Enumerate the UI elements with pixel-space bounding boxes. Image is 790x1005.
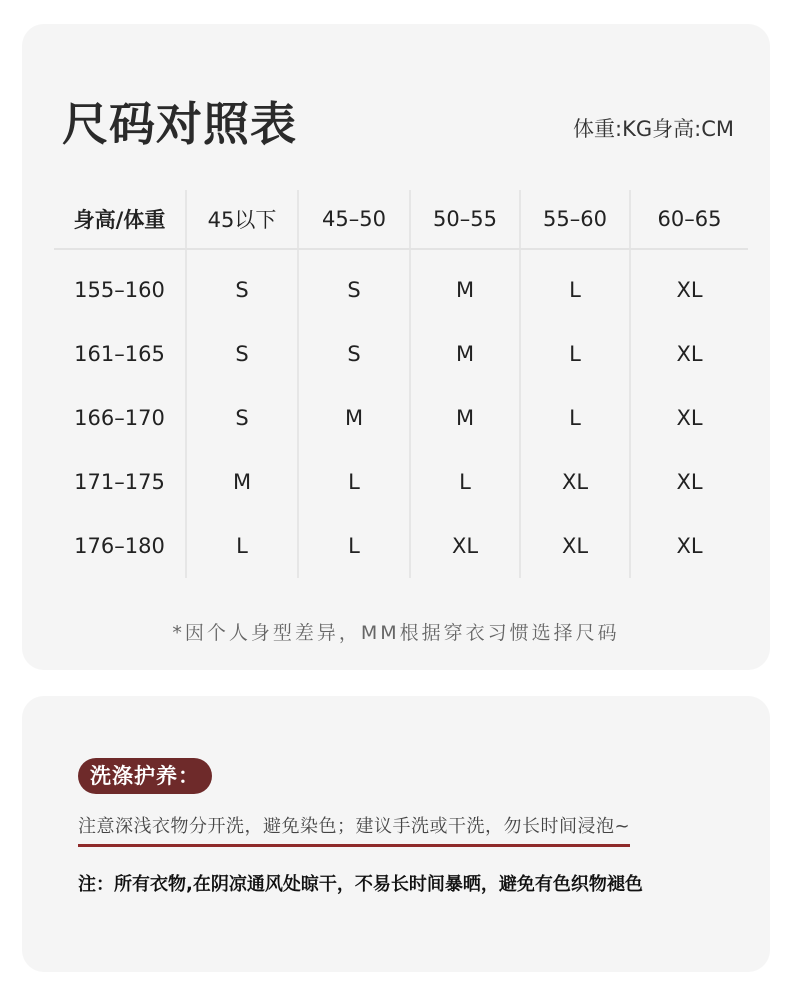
size-cell: M bbox=[410, 322, 520, 386]
header-cell: 60–65 bbox=[630, 190, 748, 249]
size-cell: L bbox=[298, 514, 410, 578]
height-cell: 171–175 bbox=[74, 470, 165, 494]
size-cell: S bbox=[186, 386, 298, 450]
height-cell: 166–170 bbox=[74, 406, 165, 430]
size-cell: M bbox=[410, 249, 520, 322]
size-cell: M bbox=[410, 386, 520, 450]
table-row bbox=[54, 322, 748, 386]
size-cell: L bbox=[520, 386, 630, 450]
height-cell: 176–180 bbox=[74, 534, 165, 558]
size-cell: S bbox=[186, 322, 298, 386]
table-row bbox=[54, 514, 748, 578]
size-cell: XL bbox=[520, 450, 630, 514]
header-cell: 45以下 bbox=[186, 190, 298, 249]
size-cell: L bbox=[520, 249, 630, 322]
size-cell: XL bbox=[630, 249, 748, 322]
size-cell: L bbox=[520, 322, 630, 386]
table-row bbox=[54, 450, 748, 514]
drying-note: 注：所有衣物,在阴凉通风处晾干，不易长时间暴晒，避免有色织物褪色 bbox=[78, 874, 643, 895]
units-label: 体重:KG身高:CM bbox=[573, 117, 734, 141]
table-row bbox=[54, 249, 748, 322]
page-title: 尺码对照表 bbox=[62, 97, 297, 151]
size-cell: S bbox=[186, 249, 298, 322]
size-cell: L bbox=[298, 450, 410, 514]
size-cell: S bbox=[298, 249, 410, 322]
header-cell: 45–50 bbox=[298, 190, 410, 249]
size-chart-card bbox=[22, 24, 770, 670]
size-cell: M bbox=[186, 450, 298, 514]
header-cell: 55–60 bbox=[520, 190, 630, 249]
header-cell: 身高/体重 bbox=[54, 190, 186, 249]
size-cell: XL bbox=[630, 514, 748, 578]
size-cell: M bbox=[298, 386, 410, 450]
size-cell: XL bbox=[410, 514, 520, 578]
size-cell: S bbox=[298, 322, 410, 386]
care-instructions: 注意深浅衣物分开洗，避免染色；建议手洗或干洗，勿长时间浸泡~ bbox=[78, 812, 630, 847]
size-cell: L bbox=[410, 450, 520, 514]
care-badge: 洗涤护养： bbox=[78, 758, 212, 794]
size-cell: XL bbox=[630, 450, 748, 514]
size-table bbox=[54, 190, 748, 578]
size-cell: XL bbox=[630, 386, 748, 450]
size-cell: L bbox=[186, 514, 298, 578]
size-cell: XL bbox=[630, 322, 748, 386]
fit-note: *因个人身型差异，MM根据穿衣习惯选择尺码 bbox=[172, 622, 620, 644]
height-cell: 155–160 bbox=[74, 278, 165, 302]
care-card bbox=[22, 696, 770, 972]
height-cell: 161–165 bbox=[74, 342, 165, 366]
table-row bbox=[54, 386, 748, 450]
header-cell: 50–55 bbox=[410, 190, 520, 249]
size-cell: XL bbox=[520, 514, 630, 578]
table-header-row bbox=[54, 190, 748, 249]
